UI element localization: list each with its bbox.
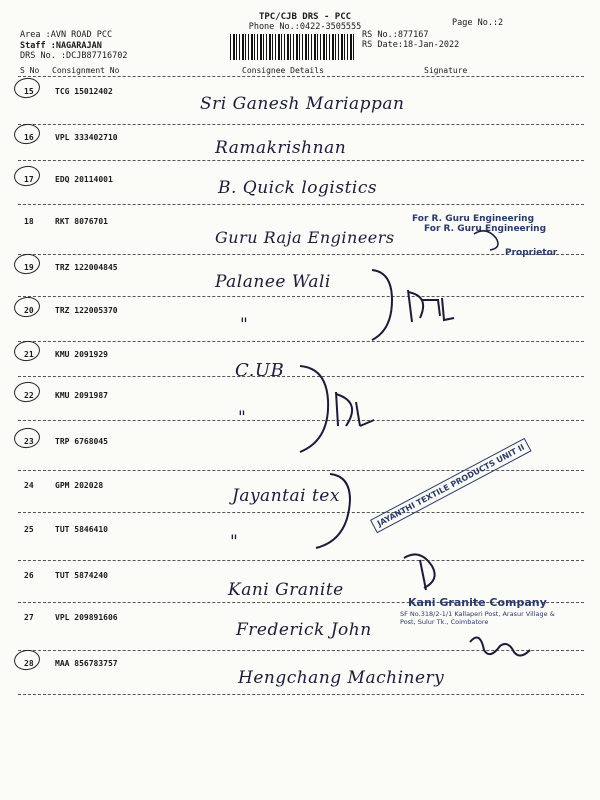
row-consignment: RKT 8076701 — [55, 217, 108, 226]
area-label: Area :AVN ROAD PCC — [20, 30, 113, 40]
row-consignee-handwriting: C.UB — [235, 360, 285, 381]
row-consignment: KMU 2091929 — [55, 350, 108, 359]
row-sno: 16 — [24, 133, 34, 142]
engineering-stamp-line2: For R. Guru Engineering — [424, 224, 547, 234]
kani-granite-address: SF No.318/2-1/1 Kallaperi Post, Arasur Village & Post, Sulur Tk., Coimbatore — [400, 610, 555, 626]
row-consignee-handwriting: Guru Raja Engineers — [215, 228, 395, 247]
row-consignee-handwriting: " — [238, 408, 247, 428]
row-sno: 23 — [24, 437, 34, 446]
row-consignee-handwriting: " — [230, 532, 239, 552]
row-consignment: EDQ 20114001 — [55, 175, 113, 184]
row-consignee-handwriting: Jayantai tex — [232, 486, 340, 506]
row-sno: 22 — [24, 391, 34, 400]
row-sno: 15 — [24, 87, 34, 96]
row-consignee-handwriting: Kani Granite — [228, 580, 344, 600]
column-header-signature: Signature — [424, 66, 468, 75]
row-sno: 27 — [24, 613, 34, 622]
row-sno: 19 — [24, 263, 34, 272]
row-sno: 24 — [24, 481, 34, 490]
row-consignee-handwriting: Sri Ganesh Mariappan — [200, 94, 405, 114]
row-consignment: GPM 202028 — [55, 481, 104, 490]
engineering-stamp-line1: For R. Guru Engineering — [412, 214, 535, 224]
row-consignee-handwriting: Ramakrishnan — [215, 138, 347, 158]
rs-number: RS No.:877167 — [362, 30, 429, 40]
column-header-consignment: Consignment No — [52, 66, 120, 75]
row-sno: 25 — [24, 525, 34, 534]
row-consignment: TRZ 122004845 — [55, 263, 118, 272]
row-sno: 26 — [24, 571, 34, 580]
row-consignment: TUT 5874240 — [55, 571, 108, 580]
row-consignee-handwriting: Palanee Wali — [215, 272, 331, 292]
row-consignee-handwriting: " — [240, 315, 249, 335]
row-consignment: KMU 2091987 — [55, 391, 108, 400]
row-sno: 28 — [24, 659, 34, 668]
row-consignee-handwriting: B. Quick logistics — [218, 178, 378, 198]
jayanthi-stamp: JAYANTHI TEXTILE PRODUCTS UNIT II — [370, 438, 532, 534]
row-consignment: TUT 5846410 — [55, 525, 108, 534]
sheet-title: TPC/CJB DRS - PCC — [258, 12, 352, 22]
kani-granite-stamp: Kani Granite Company — [408, 596, 547, 609]
row-sno: 21 — [24, 350, 34, 359]
drs-number: DRS No. :DCJB87716702 — [20, 51, 128, 61]
row-consignee-handwriting: Hengchang Machinery — [238, 668, 445, 688]
staff-label: Staff :NAGARAJAN — [20, 40, 102, 51]
proprietor-stamp: Proprietor — [505, 248, 558, 258]
column-header-consignee: Consignee Details — [242, 66, 324, 75]
row-consignment: VPL 209891606 — [55, 613, 118, 622]
row-sno: 20 — [24, 306, 34, 315]
row-consignment: TCG 15012402 — [55, 87, 113, 96]
phone-number: Phone No.:0422-3505555 — [248, 22, 362, 32]
rs-date: RS Date:18-Jan-2022 — [362, 40, 460, 50]
row-consignment: TRP 6768045 — [55, 437, 108, 446]
row-consignment: TRZ 122005370 — [55, 306, 118, 315]
page-number: Page No.:2 — [452, 18, 504, 28]
row-consignment: VPL 333402710 — [55, 133, 118, 142]
row-consignee-handwriting: Frederick John — [236, 620, 372, 640]
row-sno: 17 — [24, 175, 34, 184]
column-header-sno: S No — [20, 66, 40, 75]
row-consignment: MAA 856783757 — [55, 659, 118, 668]
row-sno: 18 — [24, 217, 34, 226]
